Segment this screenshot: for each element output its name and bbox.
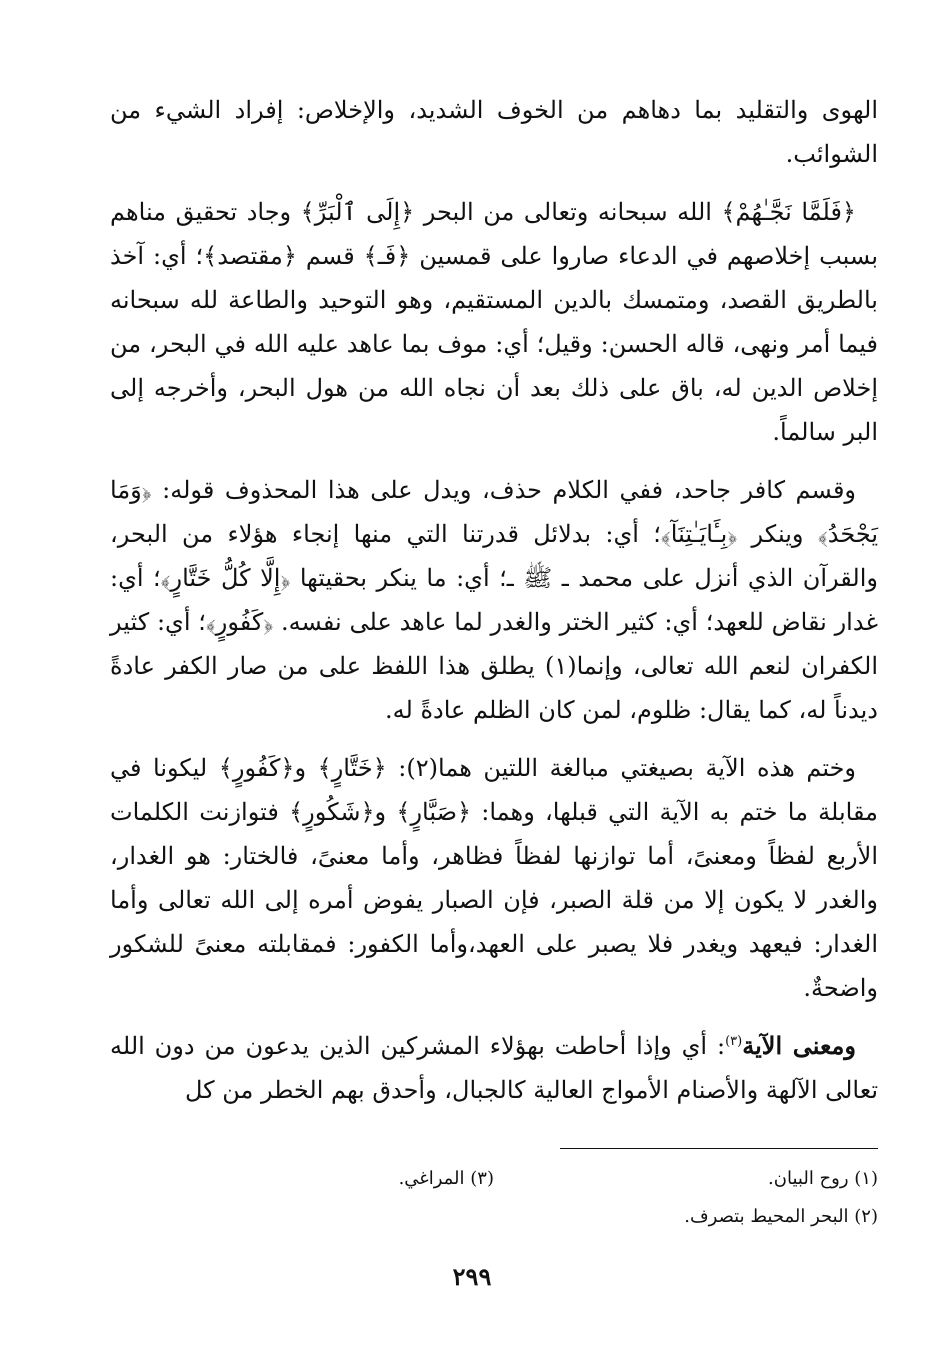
body-text [110, 88, 878, 1112]
page-number: ٢٩٩ [452, 1262, 492, 1291]
paragraph-3: وقسم كافر جاحد، ففي الكلام حذف، ويدل على هذا المحذوف قوله: ﴿وَمَا يَجْحَدُ﴾ وينكر ﴿بِـَٔايَـٰتِنَآ﴾؛ أي: بدلائل قدرتنا التي منها إنجاء هؤلاء من البحر، والقرآن الذي أنزل على محمد ـ ﷺ ـ؛ أي: ما ينكر بحقيتها ﴿إِلَّا كُلُّ خَتَّارٍ﴾؛ أي: غدار نقاض للعهد؛ أي: كثير الختر والغدر لما عاهد على نفسه. ﴿كَفُورٍ﴾؛ أي: كثير الكفران لنعم الله تعالى، وإنما(١) يطلق هذا اللفظ على من صار الكفر عادةً ديدناً له، كما يقال: ظلوم، لمن كان الظلم عادةً له. [110, 476, 878, 724]
paragraph-5-text: : أي وإذا أحاطت بهؤلاء المشركين الذين يدعون من دون الله تعالى الآلهة والأصنام الأمواج العالية كالجبال، وأحدق بهم الخطر من كل [110, 1032, 878, 1104]
footnote-3: (٣) المراغي. [398, 1168, 494, 1189]
footnote-1: (١) روح البيان. [768, 1168, 878, 1189]
paragraph-1: الهوى والتقليد بما دهاهم من الخوف الشديد، والإخلاص: إفراد الشيء من الشوائب. [110, 96, 878, 168]
footnote-separator [560, 1148, 878, 1149]
footnote-ref-3: (٣) [725, 1034, 743, 1049]
meaning-heading: ومعنى الآية [742, 1031, 857, 1060]
footnotes [110, 1160, 878, 1236]
footnote-row [110, 1198, 878, 1236]
paragraph-5 [110, 1024, 878, 1112]
paragraph-2: ﴿فَلَمَّا نَجَّـٰهُمْ﴾ الله سبحانه وتعالى من البحر ﴿إِلَى ٱلْبَرِّ﴾ وجاد تحقيق مناهم بسبب إخلاصهم في الدعاء صاروا على قمسين ﴿فَـ﴾ قسم ﴿مقتصد﴾؛ أي: آخذ بالطريق القصد، ومتمسك بالدين المستقيم، وهو التوحيد والطاعة لله سبحانه فيما أمر ونهى، قاله الحسن: وقيل؛ أي: موف بما عاهد عليه الله في البحر، من إخلاص الدين له، باق على ذلك بعد أن نجاه الله من هول البحر، وأخرجه إلى البر سالماً. [110, 198, 878, 446]
footnote-2: (٢) البحر المحيط بتصرف. [684, 1206, 878, 1227]
paragraph-4: وختم هذه الآية بصيغتي مبالغة اللتين هما(٢): ﴿خَتَّارٍ﴾ و﴿كَفُورٍ﴾ ليكونا في مقابلة ما ختم به الآية التي قبلها، وهما: ﴿صَبَّارٍ﴾ و﴿شَكُورٍ﴾ فتوازنت الكلمات الأربع لفظاً ومعنىً، أما توازنها لفظاً فظاهر، وأما معنىً، فالختار: هو الغدار، والغدر لا يكون إلا من قلة الصبر، فإن الصبار يفوض أمره إلى الله تعالى وأما الغدار: فيعهد ويغدر فلا يصبر على العهد،وأما الكفور: فمقابلته معنىً للشكور واضحةٌ. [110, 754, 879, 1002]
footnote-row [110, 1160, 878, 1198]
